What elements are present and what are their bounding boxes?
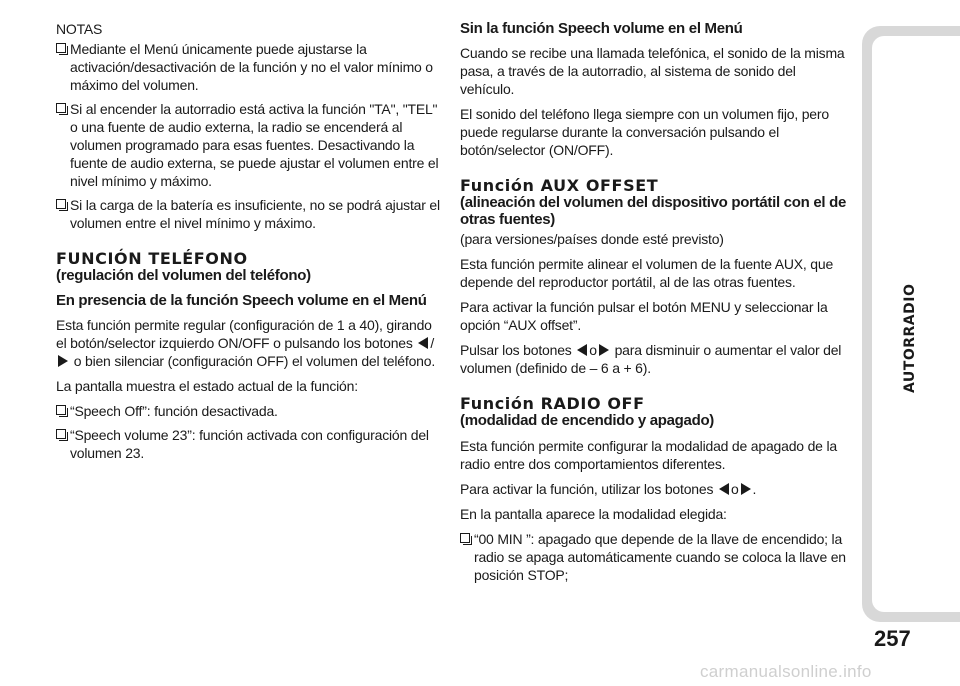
- note-text: Mediante el Menú únicamente puede ajustarse la activación/desactivación de la función y no el valor mínimo o máximo del volumen.: [70, 41, 433, 93]
- checkbox-bullet-icon: [56, 405, 66, 415]
- checkbox-bullet-icon: [56, 43, 66, 53]
- note-item: [56, 40, 440, 94]
- speech-presence-heading: En presencia de la función Speech volume en el Menú: [56, 292, 427, 309]
- section-subtitle-telefono: (regulación del volumen del teléfono): [56, 267, 311, 284]
- status-item: “Speech Off”: función desactivada.: [56, 402, 440, 420]
- aux-paragraph: Para activar la función pulsar el botón MENU y seleccionar la opción “AUX offset”.: [460, 299, 828, 333]
- left-arrow-icon: [577, 344, 587, 356]
- chapter-tab-label: AUTORRADIO: [902, 283, 918, 393]
- chapter-tab: [862, 26, 960, 622]
- section-title-telefono: FUNCIÓN TELÉFONO: [56, 249, 248, 268]
- checkbox-bullet-icon: [56, 429, 66, 439]
- checkbox-bullet-icon: [56, 199, 66, 209]
- aux-paragraph: Esta función permite alinear el volumen de la fuente AUX, que depende del reproductor portátil, al de las otras fuentes.: [460, 256, 834, 290]
- note-item: [56, 196, 440, 232]
- left-arrow-icon: [719, 483, 729, 495]
- section-subtitle-radio-off: (modalidad de encendido y apagado): [460, 412, 714, 429]
- chapter-tab-inner: [872, 36, 960, 612]
- note-text: Si al encender la autorradio está activa la función "TA", "TEL" o una fuente de audio externa, la radio se encenderá al volumen programado para esas fuentes. Desactivando la fuente de audio externa, se puede ajustar el volumen entre el nivel mínimo y máximo.: [70, 101, 439, 189]
- speech-absent-paragraph: Cuando se recibe una llamada telefónica, el sonido de la misma pasa, a través de la autorradio, al sistema de sonido del vehículo.: [460, 45, 845, 97]
- section-title-aux: Función AUX OFFSET: [460, 176, 659, 195]
- status-paragraph: La pantalla muestra el estado actual de la función:: [56, 378, 358, 394]
- watermark: carmanualsonline.info: [700, 662, 872, 681]
- right-arrow-icon: [741, 483, 751, 495]
- right-column: [460, 20, 848, 590]
- status-item: “Speech volume 23”: función activada con configuración del volumen 23.: [56, 426, 440, 462]
- note-text: Si la carga de la batería es insuficiente, no se podrá ajustar el volumen entre el nivel mínimo y máximo.: [70, 197, 440, 231]
- right-arrow-icon: [58, 355, 68, 367]
- right-arrow-icon: [599, 344, 609, 356]
- radio-off-paragraph: En la pantalla aparece la modalidad elegida:: [460, 506, 727, 522]
- radio-off-paragraph: Para activar la función, utilizar los botones o .: [460, 481, 757, 497]
- speech-absent-paragraph: El sonido del teléfono llega siempre con un volumen fijo, pero puede regularse durante la conversación pulsando el botón/selector (ON/OFF).: [460, 106, 829, 158]
- left-column: [56, 20, 440, 468]
- aux-note: (para versiones/países donde esté previsto): [460, 231, 724, 247]
- aux-paragraph: Pulsar los botones o para disminuir o aumentar el valor del volumen (definido de – 6 a + 6).: [460, 342, 842, 376]
- checkbox-bullet-icon: [56, 103, 66, 113]
- section-subtitle-aux: (alineación del volumen del dispositivo portátil con el de otras fuentes): [460, 194, 847, 228]
- notes-label: NOTAS: [56, 21, 103, 37]
- section-title-radio-off: Función RADIO OFF: [460, 394, 645, 413]
- radio-off-item: “00 MIN ”: apagado que depende de la llave de encendido; la radio se apaga automáticamente cuando se coloca la llave en posición STOP;: [460, 530, 848, 584]
- speech-presence-paragraph: Esta función permite regular (configuración de 1 a 40), girando el botón/selector izquierdo ON/OFF o pulsando los botones / o bien silenciar (configuración OFF) el volumen del teléfono.: [56, 317, 436, 369]
- note-item: [56, 100, 440, 190]
- speech-absent-heading: Sin la función Speech volume en el Menú: [460, 20, 743, 37]
- page-number: 257: [874, 626, 911, 651]
- checkbox-bullet-icon: [460, 533, 470, 543]
- radio-off-paragraph: Esta función permite configurar la modalidad de apagado de la radio entre dos comportamientos diferentes.: [460, 438, 837, 472]
- left-arrow-icon: [418, 337, 428, 349]
